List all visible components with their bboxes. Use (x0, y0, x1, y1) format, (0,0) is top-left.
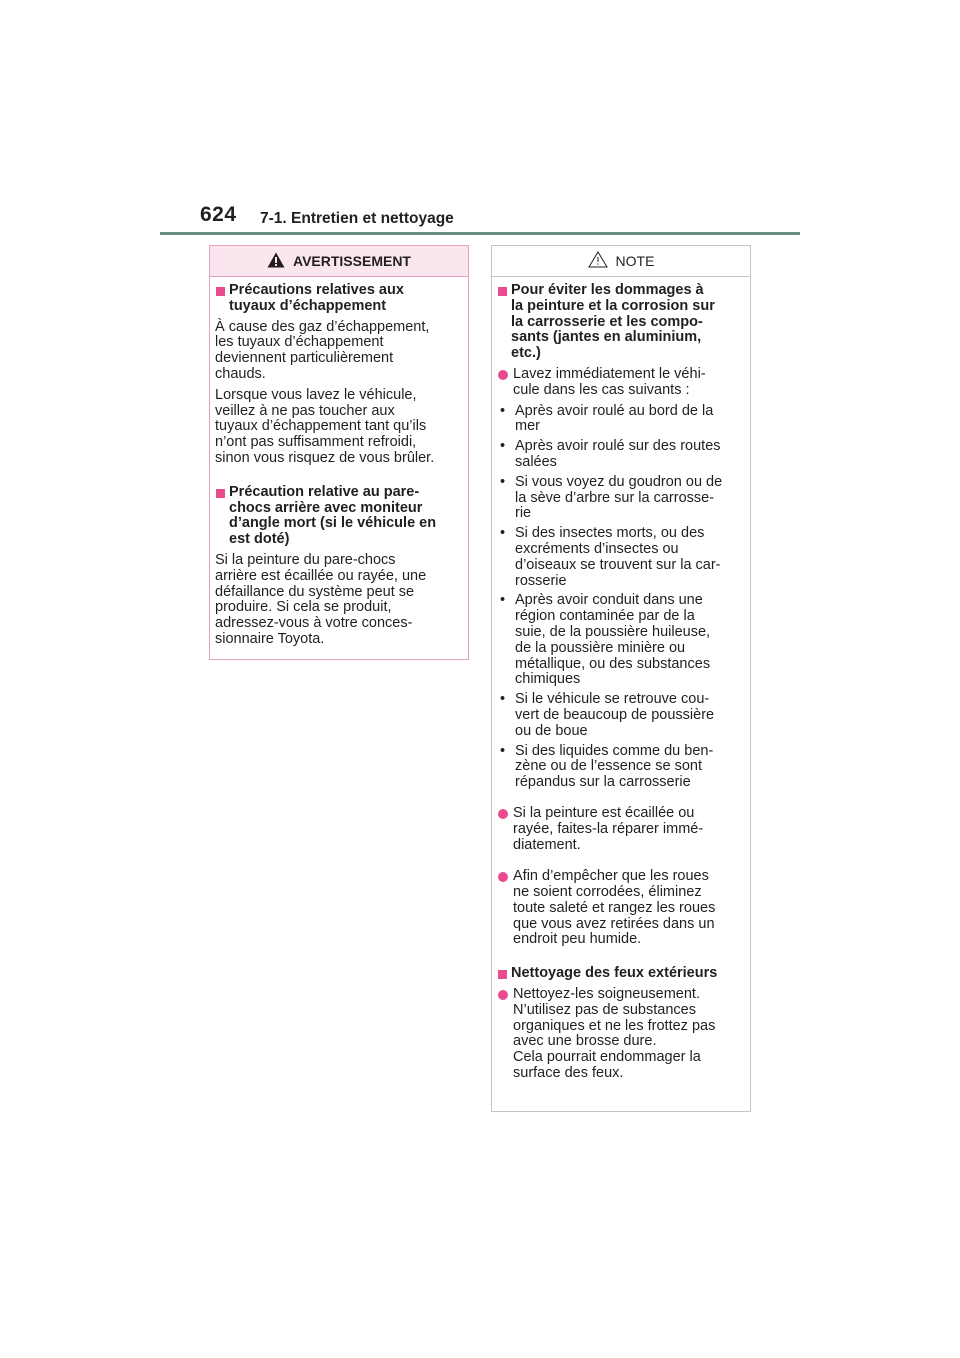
conditions-list (497, 404, 745, 791)
circle-bullet-icon (498, 809, 508, 819)
list-item: Nettoyez-les soigneusement. N’utilisez pas de substances organiques et ne les frottez pas avec une brosse dure. Cela pourrait endommager la surface des feux. (497, 987, 745, 1082)
circle-bullet-icon (498, 872, 508, 882)
page-number: 624 (200, 203, 237, 226)
warning-box (209, 245, 469, 660)
list-item: • Si des insectes morts, ou des excréments d’insectes ou d’oiseaux se trouvent sur la car- rosserie (500, 525, 721, 589)
square-bullet-icon (216, 287, 225, 296)
note-title: NOTE (615, 253, 655, 269)
warning-header (210, 246, 468, 277)
warning-triangle-icon (267, 252, 285, 271)
list-item: Afin d’empêcher que les roues ne soient corrodées, éliminez toute saleté et rangez les roues que vous avez retirées dans un endroit peu humide. (497, 869, 745, 948)
warning-heading-exhaust: Précautions relatives aux tuyaux d’échappement (215, 283, 463, 315)
header-rule (160, 232, 800, 235)
caution-triangle-icon (588, 251, 608, 271)
square-bullet-icon (216, 489, 225, 498)
list-item: • Après avoir conduit dans une région contaminée par de la suie, de la poussière huileuse, de la poussière minière ou métallique, ou des substances chimiques (500, 592, 711, 688)
list-item: • Si le véhicule se retrouve cou- vert de beaucoup de poussière ou de boue (500, 691, 715, 739)
list-item: • Après avoir roulé sur des routes salées (500, 438, 721, 470)
list-item: Si la peinture est écaillée ou rayée, faites-la réparer immé- diatement. (497, 806, 745, 853)
warning-title: AVERTISSEMENT (293, 253, 411, 269)
section-title: 7-1. Entretien et nettoyage (260, 210, 454, 227)
square-bullet-icon (498, 970, 507, 979)
note-heading-lights: Nettoyage des feux extérieurs (497, 966, 745, 982)
circle-bullet-icon (498, 990, 508, 1000)
square-bullet-icon (498, 287, 507, 296)
note-header (492, 246, 750, 277)
list-item: • Après avoir roulé au bord de la mer (500, 402, 714, 435)
note-box (491, 245, 751, 1112)
list-item: • Si vous voyez du goudron ou de la sève d’arbre sur la carrosse- rie (500, 473, 723, 522)
list-item: • Si des liquides comme du ben- zène ou de l’essence se sont répandus sur la carrosserie (500, 742, 714, 791)
warning-paragraph: À cause des gaz d’échappement, les tuyaux d’échappement deviennent particulièrement chauds. (215, 318, 430, 382)
warning-paragraph: Si la peinture du pare-chocs arrière est écaillée ou rayée, une défaillance du système peut se produire. Si cela se produit, adressez-vous à votre conces- sionnaire Toyota. (215, 551, 427, 647)
warning-heading-bumper: Précaution relative au pare- chocs arrière avec moniteur d’angle mort (si le véhicule en est doté) (215, 485, 463, 548)
warning-paragraph: Lorsque vous lavez le véhicule, veillez à ne pas toucher aux tuyaux d’échappement tant qu’ils n’ont pas suffisamment refroidi, sinon vous risquez de vous brûler. (215, 386, 435, 466)
list-item: Lavez immédiatement le véhi- cule dans les cas suivants : (497, 367, 745, 399)
circle-bullet-icon (498, 370, 508, 380)
note-heading-paint: Pour éviter les dommages à la peinture et la corrosion sur la carrosserie et les compo- sants (jantes en aluminium, etc.) (497, 283, 745, 362)
